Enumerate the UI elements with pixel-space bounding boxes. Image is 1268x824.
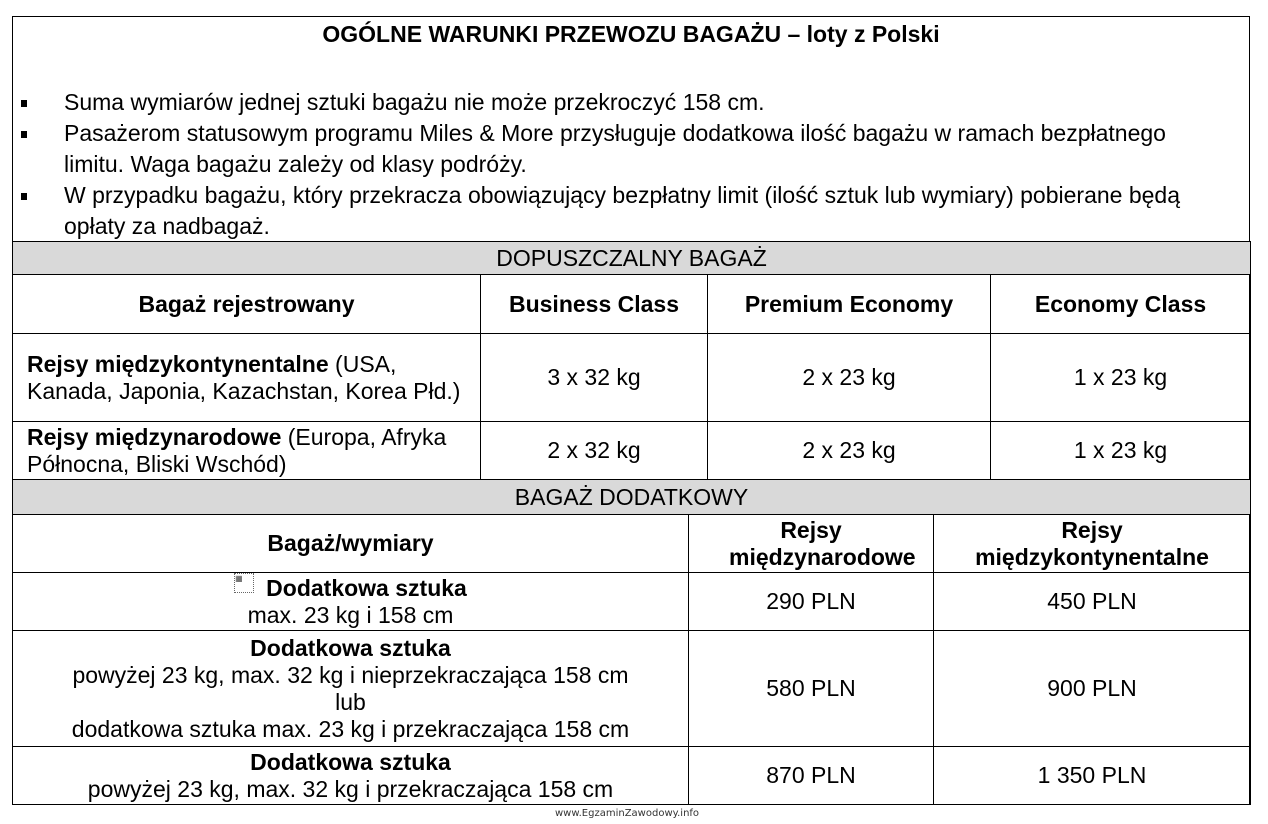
column-header: Rejsy międzykontynentalne <box>934 515 1251 573</box>
route-label-bold: Rejsy międzykontynentalne <box>27 350 329 377</box>
economy-value: 1 x 23 kg <box>991 334 1251 422</box>
conditions-list <box>13 87 1249 242</box>
column-header: Premium Economy <box>708 275 991 334</box>
route-cell <box>13 334 481 422</box>
table-row <box>13 631 1251 747</box>
premium-value: 2 x 23 kg <box>708 422 991 480</box>
page-title: OGÓLNE WARUNKI PRZEWOZU BAGAŻU – loty z Polski <box>322 21 940 47</box>
bullet-text: Pasażerom statusowym programu Miles & More przysługuje dodatkowa ilość bagażu w ramach bezpłatnego limitu. Waga bagażu zależy od klasy podróży. <box>64 120 1166 177</box>
document-frame <box>12 16 1250 805</box>
bullet-icon <box>21 100 27 107</box>
footer-url: www.EgzaminZawodowy.info <box>555 808 700 819</box>
intl-price: 580 PLN <box>689 631 934 747</box>
bullet-text: W przypadku bagażu, który przekracza obowiązujący bezpłatny limit (ilość sztuk lub wymiary) pobierane będą opłaty za nadbagaż. <box>64 182 1180 239</box>
table-row <box>13 334 1251 422</box>
table-header-row <box>13 515 1251 573</box>
extra-item-desc: powyżej 23 kg, max. 32 kg i przekraczająca 158 cm <box>87 775 614 802</box>
column-header: Rejsy międzynarodowe <box>689 515 934 573</box>
table-header-row <box>13 275 1251 334</box>
bullet-icon <box>21 193 27 200</box>
extra-band-title: BAGAŻ DODATKOWY <box>13 480 1251 515</box>
extra-item-title: Dodatkowa sztuka <box>250 634 451 661</box>
extra-item-title: Dodatkowa sztuka <box>266 574 467 601</box>
extra-item-cell <box>13 631 689 747</box>
column-header: Bagaż rejestrowany <box>13 275 481 334</box>
premium-value: 2 x 23 kg <box>708 334 991 422</box>
column-header: Bagaż/wymiary <box>13 515 689 573</box>
route-label-bold: Rejsy międzynarodowe <box>27 423 282 450</box>
table-row <box>13 573 1251 631</box>
extra-item-desc: max. 23 kg i 158 cm <box>247 601 454 628</box>
intercont-price: 450 PLN <box>934 573 1251 631</box>
intercont-price: 1 350 PLN <box>934 747 1251 805</box>
extra-item-desc: lub <box>335 688 366 715</box>
economy-value: 1 x 23 kg <box>991 422 1251 480</box>
extra-item-cell <box>13 747 689 805</box>
list-item <box>13 118 1249 180</box>
business-value: 3 x 32 kg <box>481 334 708 422</box>
column-header: Business Class <box>481 275 708 334</box>
allowed-band-title: DOPUSZCZALNY BAGAŻ <box>13 242 1251 275</box>
bullet-icon <box>21 131 27 138</box>
business-value: 2 x 32 kg <box>481 422 708 480</box>
route-label-details: (Europa, Afryka Północna, Bliski Wschód) <box>27 423 447 477</box>
route-label-details: (USA, Kanada, Japonia, Kazachstan, Korea Płd.) <box>27 350 461 404</box>
image-placeholder-icon: ▦ <box>234 573 254 593</box>
extra-item-title: Dodatkowa sztuka <box>250 748 451 775</box>
section-band <box>13 480 1251 515</box>
route-cell <box>13 422 481 480</box>
extra-item-cell <box>13 573 689 631</box>
list-item <box>13 180 1249 242</box>
extra-item-desc: dodatkowa sztuka max. 23 kg i przekraczająca 158 cm <box>71 715 630 742</box>
intl-price: 290 PLN <box>689 573 934 631</box>
table-row <box>13 422 1251 480</box>
section-band <box>13 242 1251 275</box>
list-item <box>13 87 1249 118</box>
column-header: Economy Class <box>991 275 1251 334</box>
extra-item-desc: powyżej 23 kg, max. 32 kg i nieprzekraczająca 158 cm <box>72 661 629 688</box>
intercont-price: 900 PLN <box>934 631 1251 747</box>
intl-price: 870 PLN <box>689 747 934 805</box>
bullet-text: Suma wymiarów jednej sztuki bagażu nie może przekroczyć 158 cm. <box>64 89 765 115</box>
allowed-baggage-table <box>12 241 1251 480</box>
table-row <box>13 747 1251 805</box>
extra-baggage-table <box>12 479 1251 805</box>
